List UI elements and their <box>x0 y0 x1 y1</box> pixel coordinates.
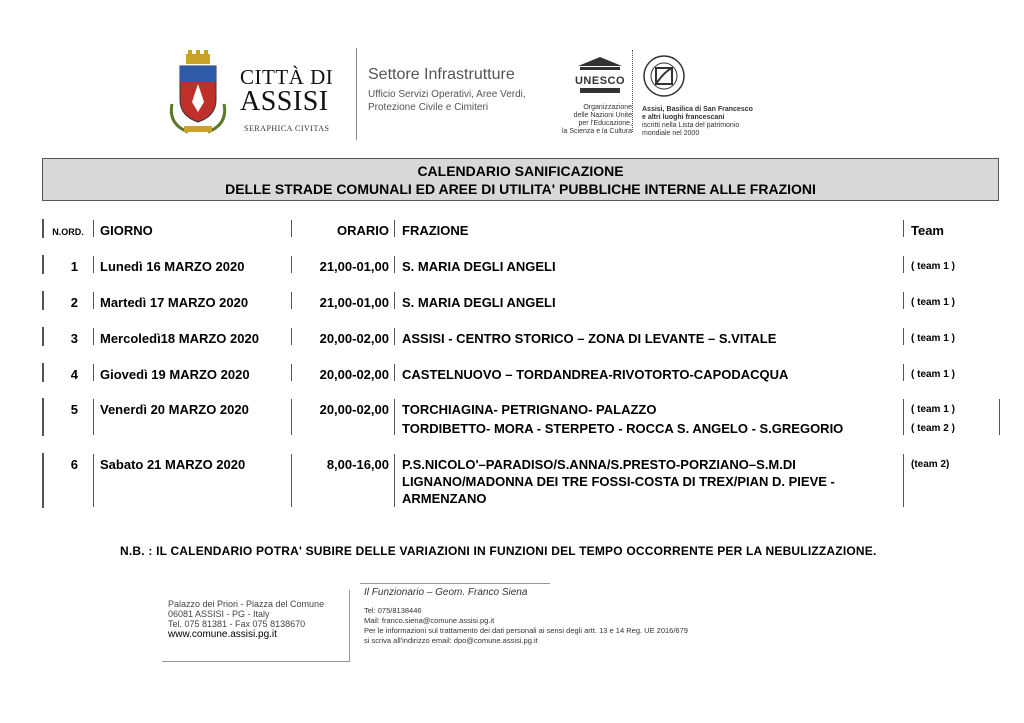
unesco-temple-logo <box>574 56 626 94</box>
header-time: ORARIO <box>292 220 395 237</box>
document-title <box>42 158 999 201</box>
row-time: 21,00-01,00 <box>292 292 395 309</box>
row-team-line: ( team 1 ) <box>911 404 955 415</box>
world-heritage-caption-line: e altri luoghi francescani <box>642 114 725 121</box>
row-team: ( team 1 ) <box>911 369 955 380</box>
header-team: Team <box>911 223 944 238</box>
sector-title: Settore Infrastrutture <box>368 66 515 83</box>
document-title-line: DELLE STRADE COMUNALI ED AREE DI UTILITA' PUBBLICHE INTERNE ALLE FRAZIONI <box>225 181 816 197</box>
footer-contact-line: si scriva all'indirizzo email: dpo@comune.assisi.pg.it <box>364 636 538 645</box>
footer-address-line: Tel. 075 81381 - Fax 075 8138670 <box>168 619 306 629</box>
footer-contact-line: Per le informazioni sul trattamento dei dati personali ai sensi degli artt. 13 e 14 Reg. UE 2016/679 <box>364 626 688 635</box>
world-heritage-caption-line: iscritti nella Lista del patrimonio <box>642 122 740 129</box>
world-heritage-caption-line: mondiale nel 2000 <box>642 130 700 137</box>
document-title-line: CALENDARIO SANIFICAZIONE <box>417 163 624 179</box>
table-row <box>42 453 950 508</box>
unesco-logo-text: UNESCO <box>574 75 626 87</box>
row-ord: 1 <box>43 256 94 273</box>
row-frazione-line: TORCHIAGINA- PETRIGNANO- PALAZZO <box>402 402 657 417</box>
header-divider <box>356 48 357 140</box>
row-day: Martedì 17 MARZO 2020 <box>94 292 292 309</box>
row-time: 8,00-16,00 <box>292 454 395 507</box>
footer-official-name: Il Funzionario – Geom. Franco Siena <box>364 587 528 598</box>
row-ord: 3 <box>43 328 94 345</box>
table-row <box>42 327 955 346</box>
unesco-caption-line: per l'Educazione, <box>578 120 632 127</box>
unesco-caption <box>556 104 632 136</box>
row-time: 20,00-02,00 <box>292 399 395 435</box>
row-frazione-line: TORDIBETTO- MORA - STERPETO - ROCCA S. ANGELO - S.GREGORIO <box>402 421 844 436</box>
row-team-line: ( team 2 ) <box>911 423 955 434</box>
footer-contact-details <box>364 606 688 646</box>
row-ord: 6 <box>43 454 94 507</box>
table-row <box>42 291 955 310</box>
footer-contact-line: Tel: 075/8138446 <box>364 606 422 615</box>
city-name-line1: CITTÀ DI <box>240 65 334 89</box>
table-row <box>42 363 955 382</box>
table-header <box>42 219 944 238</box>
row-ord: 5 <box>43 399 94 435</box>
row-frazione <box>395 399 904 435</box>
row-team: ( team 1 ) <box>911 261 955 272</box>
world-heritage-emblem-icon <box>642 54 686 98</box>
letterhead <box>160 44 760 140</box>
row-time: 21,00-01,00 <box>292 256 395 273</box>
disclaimer-note: N.B. : IL CALENDARIO POTRA' SUBIRE DELLE VARIAZIONI IN FUNZIONI DEL TEMPO OCCORRENTE PER LA NEBULIZZAZIONE. <box>120 544 877 558</box>
unesco-caption-line: Organizzazione <box>583 104 632 111</box>
row-frazione: S. MARIA DEGLI ANGELI <box>395 256 904 273</box>
footer-address-block <box>162 590 350 662</box>
footer-address <box>168 599 324 640</box>
unesco-block <box>556 48 636 140</box>
row-time: 20,00-02,00 <box>292 364 395 381</box>
city-crest-logo <box>166 50 230 138</box>
row-team <box>904 399 1000 435</box>
footer-website-link[interactable]: www.comune.assisi.pg.it <box>168 629 277 640</box>
row-team: ( team 1 ) <box>911 297 955 308</box>
row-frazione: S. MARIA DEGLI ANGELI <box>395 292 904 309</box>
header-day: GIORNO <box>94 220 292 237</box>
world-heritage-caption <box>642 106 753 138</box>
row-team: ( team 1 ) <box>911 333 955 344</box>
sector-subtitle-line: Ufficio Servizi Operativi, Aree Verdi, <box>368 89 526 100</box>
row-frazione: CASTELNUOVO – TORDANDREA-RIVOTORTO-CAPODACQUA <box>395 364 904 381</box>
row-day: Lunedì 16 MARZO 2020 <box>94 256 292 273</box>
unesco-caption-line: delle Nazioni Unite <box>573 112 632 119</box>
footer-contact-line: Mail: franco.siena@comune.assisi.pg.it <box>364 616 495 625</box>
footer-address-line: Palazzo dei Priori - Piazza del Comune <box>168 599 325 609</box>
row-frazione: ASSISI - CENTRO STORICO – ZONA DI LEVANTE – S.VITALE <box>395 328 904 345</box>
footer-contact-block <box>364 587 688 646</box>
table-row <box>42 255 955 274</box>
row-day: Mercoledì18 MARZO 2020 <box>94 328 292 345</box>
row-day: Venerdì 20 MARZO 2020 <box>94 399 292 435</box>
city-name-line2: ASSISI <box>240 86 329 117</box>
row-day: Sabato 21 MARZO 2020 <box>94 454 292 507</box>
row-day: Giovedì 19 MARZO 2020 <box>94 364 292 381</box>
row-frazione: P.S.NICOLO'–PARADISO/S.ANNA/S.PRESTO-PORZIANO–S.M.DI LIGNANO/MADONNA DEI TRE FOSSI-COSTA DI TREX/PIAN D. PIEVE - ARMENZANO <box>395 454 904 507</box>
row-time: 20,00-02,00 <box>292 328 395 345</box>
city-name <box>240 66 333 116</box>
footer-divider <box>360 583 550 584</box>
city-motto: SERAPHICA CIVITAS <box>244 124 330 133</box>
row-team: (team 2) <box>911 459 950 470</box>
sector-subtitle <box>368 88 526 114</box>
unesco-caption-line: la Scienza e la Cultura <box>561 128 632 135</box>
unesco-divider <box>632 50 633 132</box>
table-row <box>42 398 955 436</box>
row-ord: 2 <box>43 292 94 309</box>
footer-address-line: 06081 ASSISI - PG - Italy <box>168 609 270 619</box>
row-ord: 4 <box>43 364 94 381</box>
header-ord: N.ORD. <box>43 220 94 237</box>
world-heritage-block <box>642 50 782 140</box>
sector-subtitle-line: Protezione Civile e Cimiteri <box>368 102 489 113</box>
world-heritage-caption-line: Assisi, Basilica di San Francesco <box>642 106 753 113</box>
header-frazione: FRAZIONE <box>395 220 904 237</box>
